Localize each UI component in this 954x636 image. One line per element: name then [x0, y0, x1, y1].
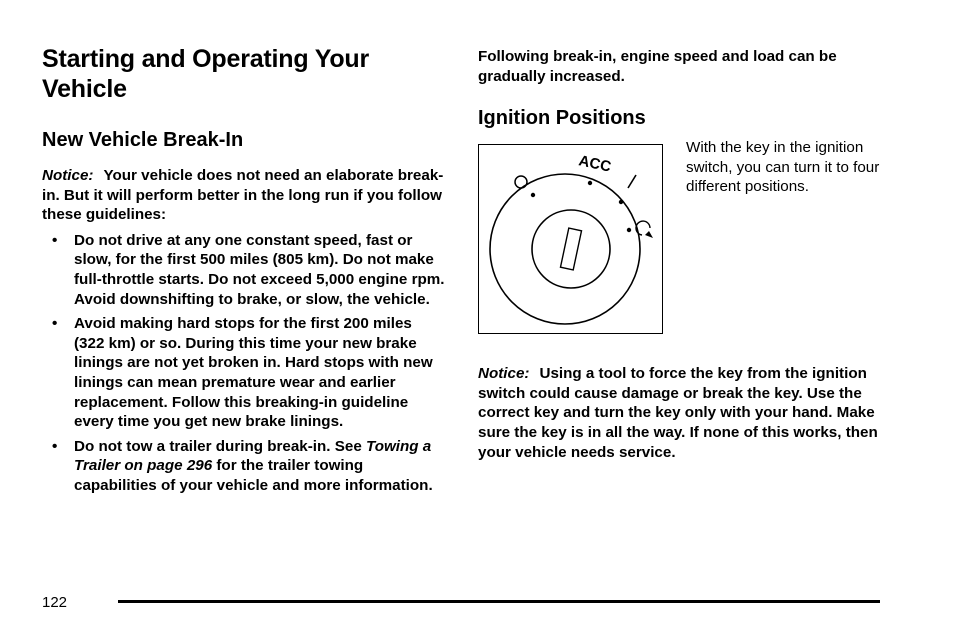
towing-trailer-link[interactable]: Towing a Trailer on page 296: [74, 437, 432, 475]
ignition-switch-diagram: [479, 145, 662, 333]
break-in-notice: [42, 166, 446, 225]
list-item-text-after: for the trailer towing capabilities of your vehicle and more information.: [74, 457, 433, 494]
footer-rule: [118, 600, 880, 603]
bullet-icon: •: [52, 231, 58, 249]
post-break-in-text: Following break-in, engine speed and load can be gradually increased.: [478, 48, 837, 85]
on-position-icon: [628, 175, 636, 188]
ignition-notice: [478, 364, 882, 462]
list-item-text-before: Do not tow a trailer during break-in. See: [74, 437, 366, 455]
ignition-positions-heading: Ignition Positions: [478, 107, 646, 130]
break-in-heading: New Vehicle Break-In: [42, 129, 244, 151]
key-slot: [560, 228, 581, 270]
list-item: [42, 231, 446, 309]
on-position-dot: [619, 200, 623, 204]
ignition-switch-figure: [478, 144, 663, 334]
ignition-figure-row: [478, 139, 882, 336]
list-item: [42, 437, 446, 496]
bullet-icon: •: [52, 437, 58, 455]
acc-label: ACC: [577, 152, 613, 176]
page-title: Starting and Operating Your Vehicle: [42, 45, 370, 103]
figure-caption: With the key in the ignition switch, you can turn it to four different positions.: [686, 139, 880, 196]
notice-label: Notice:: [42, 167, 94, 184]
page-number: 122: [42, 594, 68, 611]
notice-label: Notice:: [478, 365, 530, 383]
right-column: [478, 47, 882, 462]
list-item-text: Do not drive at any one constant speed, fast or slow, for the first 500 miles (805 km). Do not make full-throttle starts. Do not exceed 5,000 engine rpm. Avoid downshifting to brake, or slow, the vehicle.: [74, 231, 445, 308]
key-cylinder: [532, 210, 610, 288]
acc-position-dot: [588, 181, 592, 185]
start-arrowhead-icon: [645, 231, 653, 238]
start-position-dot: [627, 228, 631, 232]
lock-position-icon: [515, 176, 527, 188]
lock-position-dot: [531, 193, 535, 197]
bullet-icon: •: [52, 315, 58, 333]
break-in-guidelines-list: [42, 231, 446, 496]
list-item-text: Avoid making hard stops for the first 200 miles (322 km) or so. During this time your new brake linings are not yet broken in. Hard stops with new linings can mean premature wear and earlier replacement. Follow this breaking-in guideline every time you get new brake linings.: [74, 315, 433, 431]
notice-text: Using a tool to force the key from the ignition switch could cause damage or break the key. Use the correct key and turn the key only with your hand. Make sure the key is in all the way. If none of this works, then your vehicle needs service.: [478, 365, 878, 461]
notice-text: Your vehicle does not need an elaborate break-in. But it will perform better in the long run if you follow these guidelines:: [42, 167, 444, 224]
left-column: [42, 44, 446, 501]
list-item: [42, 314, 446, 432]
